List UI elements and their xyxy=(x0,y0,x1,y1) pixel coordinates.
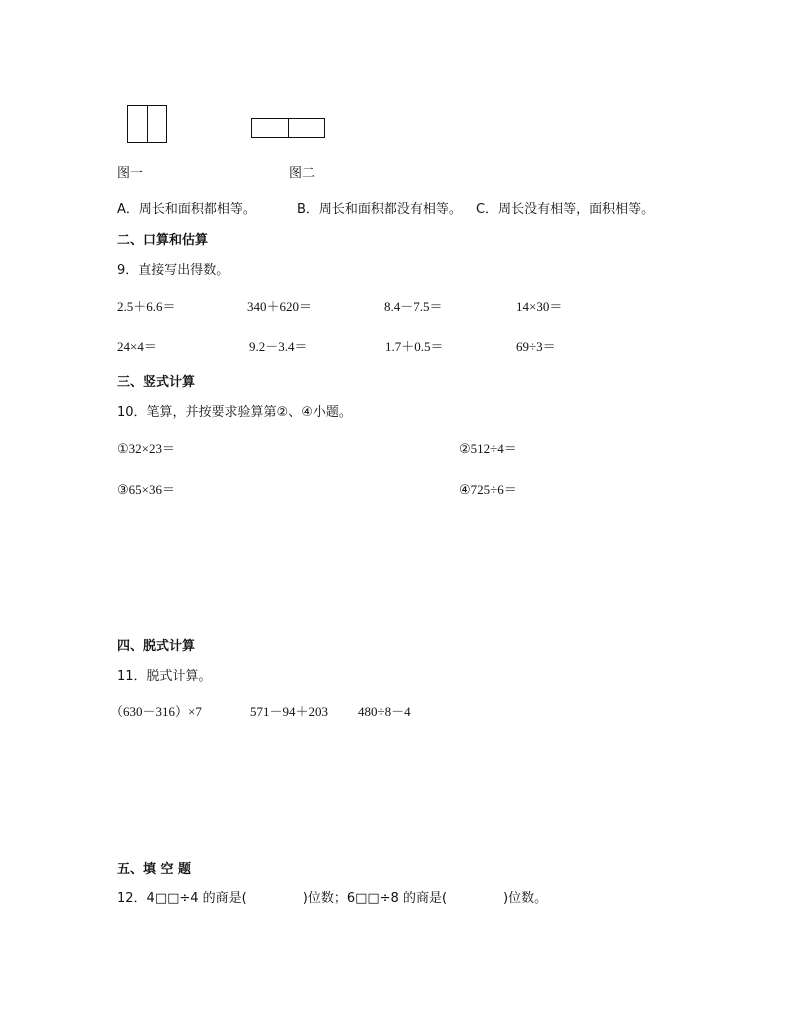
figure-one-divider xyxy=(147,106,148,142)
q9-item: 340＋620＝ xyxy=(247,299,313,314)
figure-one-label: 图一 xyxy=(117,166,144,181)
q9-item: 69÷3＝ xyxy=(516,339,556,354)
question-11-title: 11．脱式计算。 xyxy=(117,669,212,684)
q9-item: 8.4－7.5＝ xyxy=(384,299,443,314)
q9-item: 2.5＋6.6＝ xyxy=(117,299,176,314)
q11-item: （630－316）×7 xyxy=(110,704,202,719)
option-a: A．周长和面积都相等。 xyxy=(117,202,256,217)
q9-item: 24×4＝ xyxy=(117,339,157,354)
question-12-part-3: )位数。 xyxy=(503,891,548,906)
q10-item: ②512÷4＝ xyxy=(459,441,517,456)
q9-item: 9.2－3.4＝ xyxy=(249,339,308,354)
q9-item: 1.7＋0.5＝ xyxy=(385,339,444,354)
question-12 xyxy=(117,891,547,907)
q11-item: 571－94＋203 xyxy=(250,704,329,719)
q10-item: ③65×36＝ xyxy=(117,482,175,497)
section-three-heading: 三、竖式计算 xyxy=(117,375,196,390)
figure-two-label: 图二 xyxy=(289,166,316,181)
figure-two-rectangle xyxy=(251,118,325,138)
figure-one-rectangle xyxy=(127,105,167,143)
option-c: C．周长没有相等，面积相等。 xyxy=(476,202,655,217)
option-b: B．周长和面积都没有相等。 xyxy=(297,202,462,217)
question-10-title: 10．笔算，并按要求验算第②、④小题。 xyxy=(117,405,352,420)
question-9-title: 9．直接写出得数。 xyxy=(117,263,230,278)
q9-item: 14×30＝ xyxy=(516,299,563,314)
q10-item: ①32×23＝ xyxy=(117,441,175,456)
q10-item: ④725÷6＝ xyxy=(459,482,517,497)
figure-two-divider xyxy=(288,119,289,137)
section-four-heading: 四、脱式计算 xyxy=(117,639,196,654)
question-12-part-1: 12．4□□÷4 的商是( xyxy=(117,891,247,906)
q11-item: 480÷8－4 xyxy=(358,704,411,719)
section-five-heading: 五、填 空 题 xyxy=(117,862,192,877)
section-two-heading: 二、口算和估算 xyxy=(117,233,209,248)
question-12-part-2: )位数；6□□÷8 的商是( xyxy=(302,891,448,906)
